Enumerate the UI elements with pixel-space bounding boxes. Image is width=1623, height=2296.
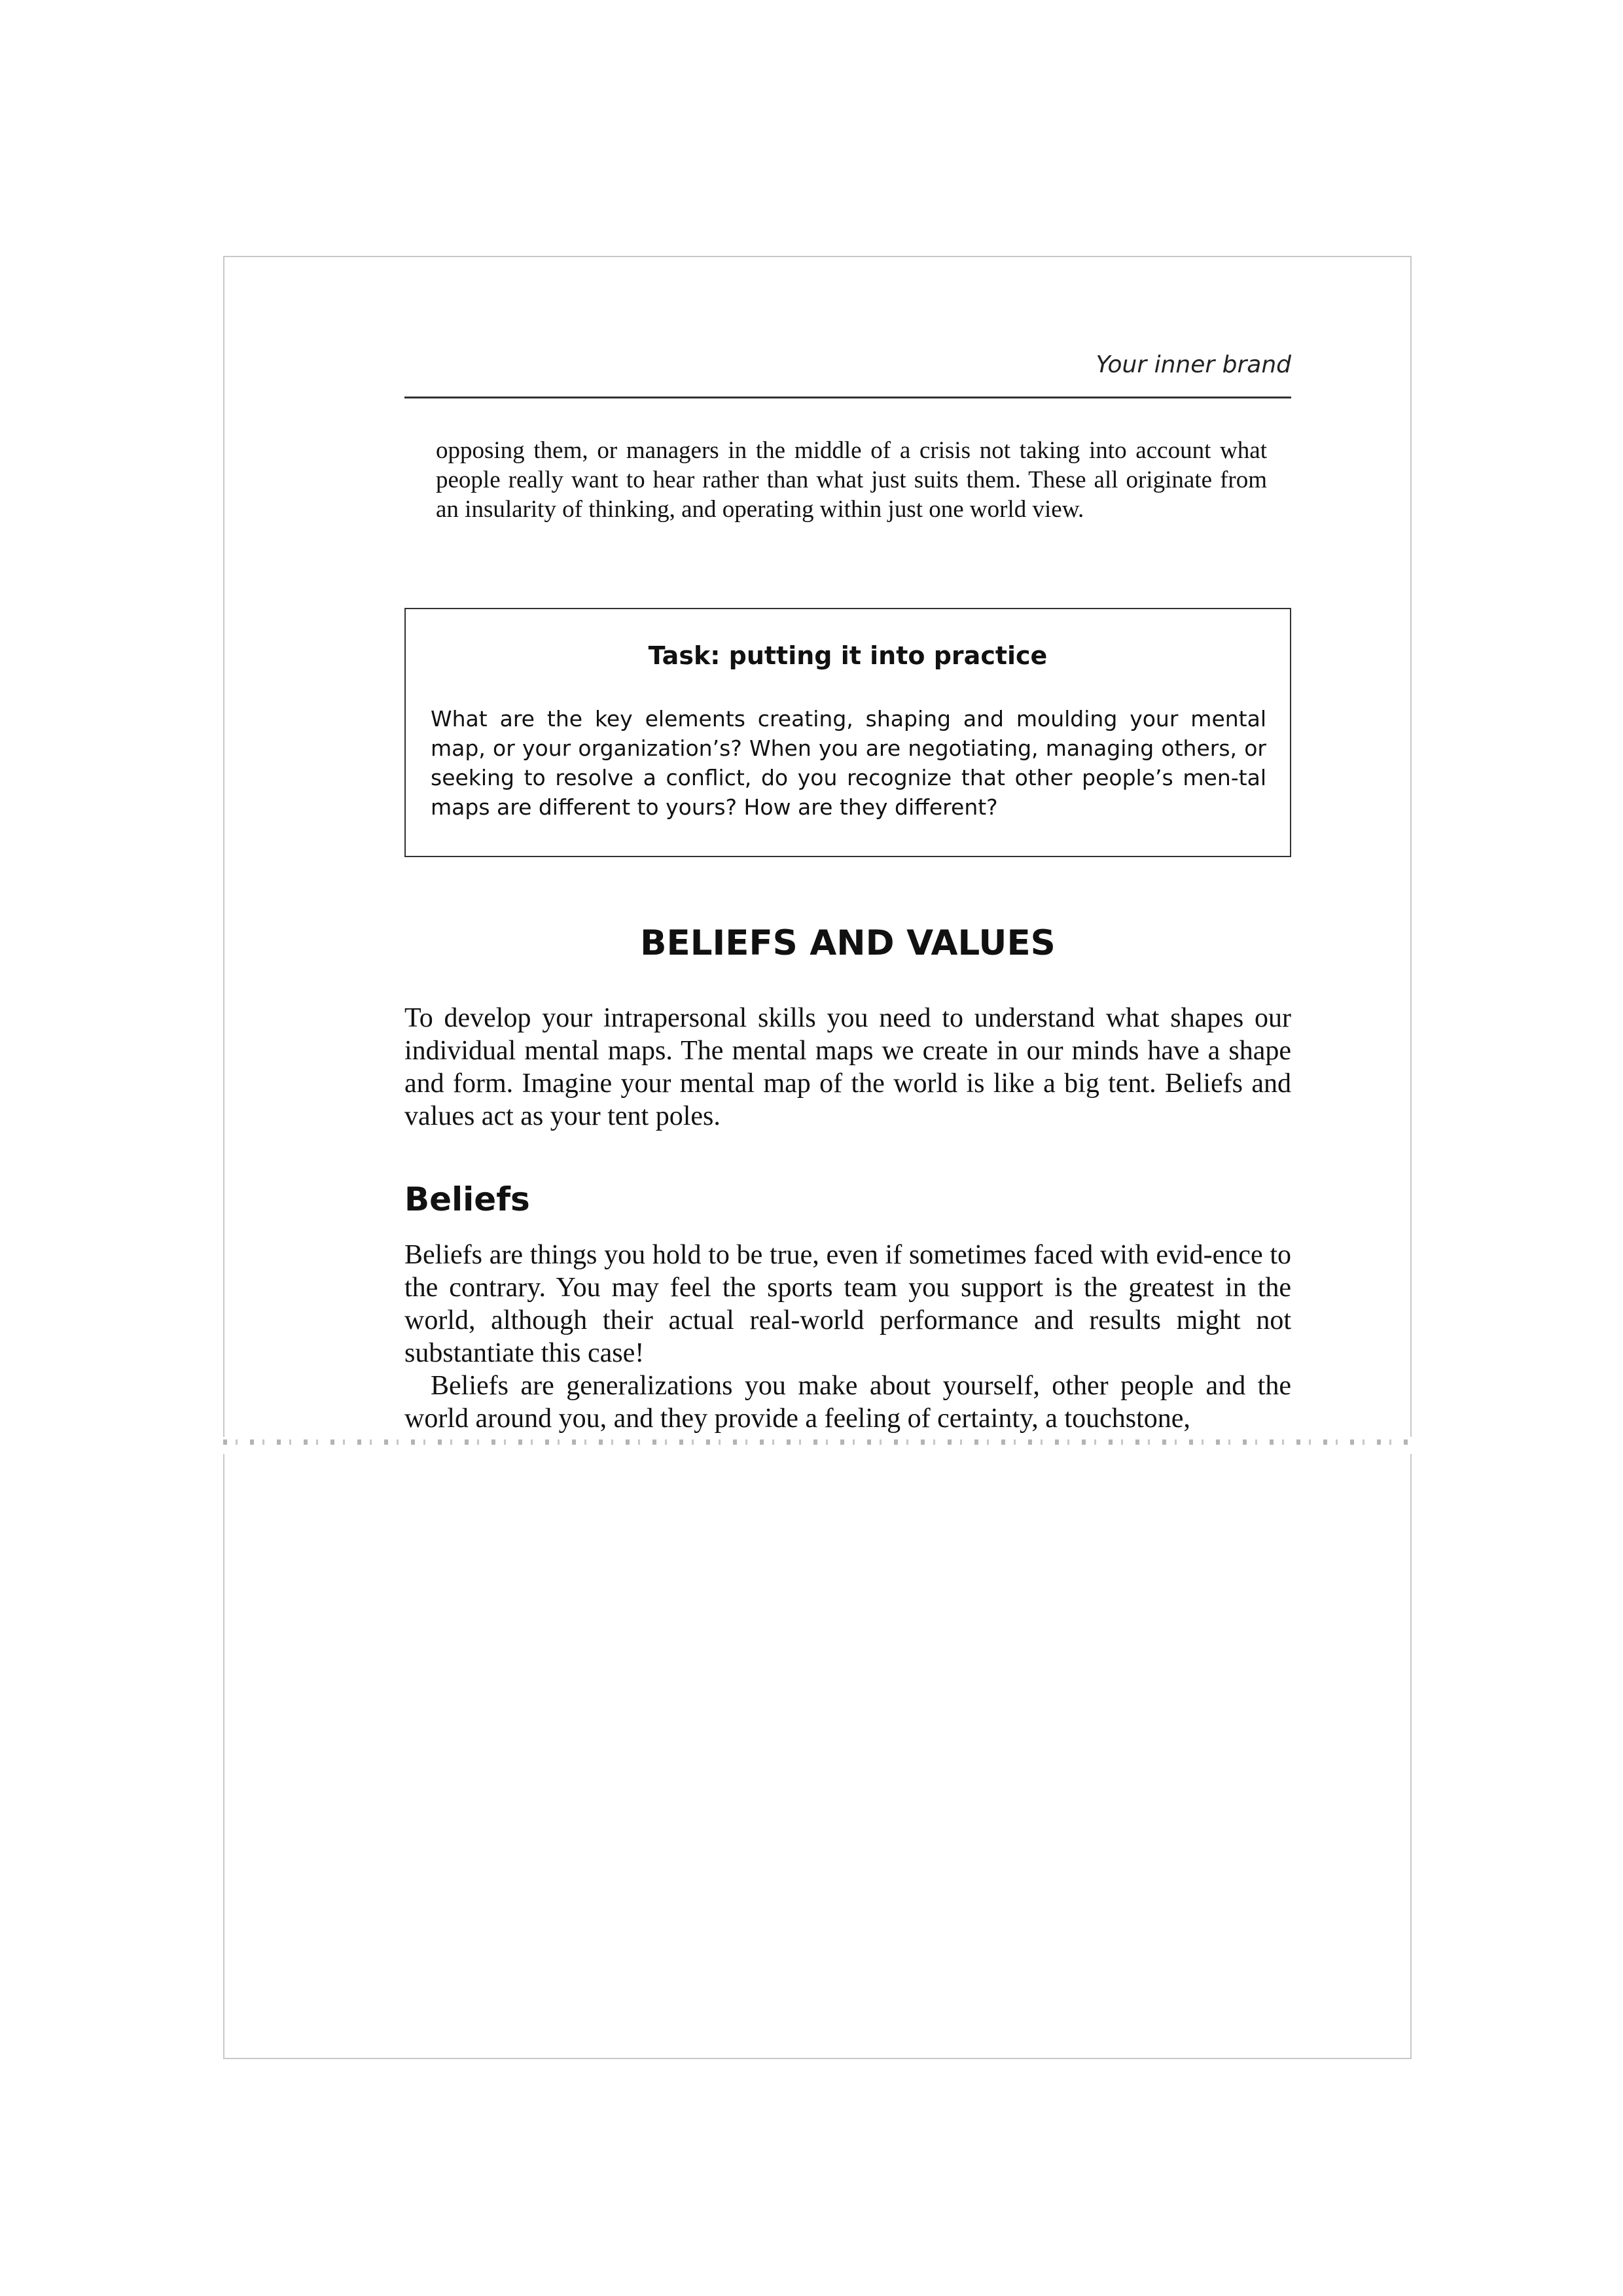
quote-block: opposing them, or managers in the middle of a crisis not taking into account what people really want to hear rather than what just suits them. These all originate from an insularity of thinking, and operating within just one world view.	[436, 437, 1267, 523]
page-border	[223, 256, 1412, 2059]
intro-paragraph: To develop your intrapersonal skills you need to understand what shapes our individual mental maps. The mental maps we create in our minds have a shape and form. Imagine your mental map of the world is like a big tent. Beliefs and values act as your tent poles.	[404, 1003, 1291, 1131]
beliefs-paragraph-1: Beliefs are things you hold to be true, even if sometimes faced with evid-ence to the contrary. You may feel the sports team you support is the greatest in the world, although their actual real-world performance and results might not substantiate this case!	[404, 1240, 1291, 1368]
running-head: Your inner brand	[1096, 351, 1291, 378]
task-title: Task: putting it into practice	[648, 641, 1048, 670]
task-box	[404, 608, 1291, 857]
beliefs-paragraph-2: Beliefs are generalizations you make about yourself, other people and the world around you, and they provide a feeling of certainty, a touchstone,	[404, 1371, 1291, 1434]
task-body: What are the key elements creating, shaping and moulding your mental map, or your organization’s? When you are negotiating, managing others, or seeking to resolve a conflict, do you recognize that other people’s men-tal maps are different to yours? How are they different?	[431, 706, 1266, 820]
section-heading: BELIEFS AND VALUES	[640, 923, 1056, 963]
header-rule	[404, 397, 1291, 398]
scan-tear-line	[223, 1437, 1412, 1454]
beliefs-subheading: Beliefs	[404, 1180, 530, 1218]
